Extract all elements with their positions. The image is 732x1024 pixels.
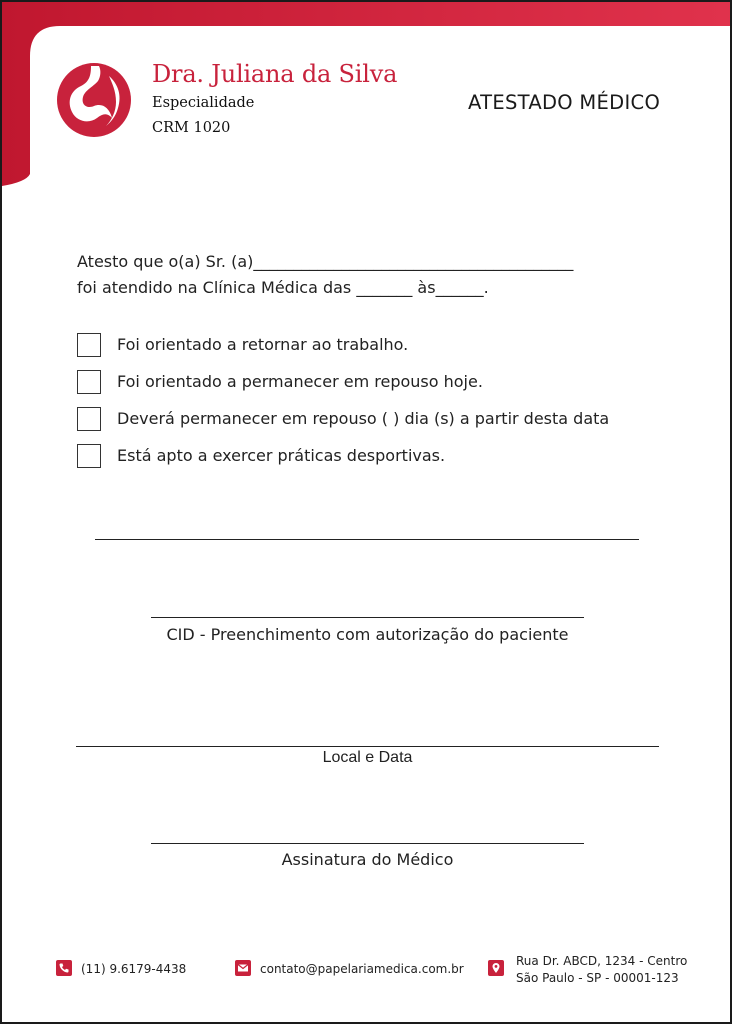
attest-line-patient: Atesto que o(a) Sr. (a)________________________________________ [77, 252, 574, 271]
attest-line-time: foi atendido na Clínica Médica das _______ às______. [77, 278, 489, 297]
option-label: Foi orientado a retornar ao trabalho. [117, 335, 409, 354]
footer-address-line2: São Paulo - SP - 00001-123 [516, 971, 679, 985]
stomach-logo-icon [54, 60, 134, 140]
option-checkbox[interactable] [77, 444, 101, 468]
mail-icon [235, 960, 251, 976]
doctor-specialty: Especialidade [152, 95, 255, 111]
notes-line[interactable] [95, 539, 639, 540]
footer-address-line1: Rua Dr. ABCD, 1234 - Centro [516, 954, 688, 968]
phone-icon [56, 960, 72, 976]
signature-line[interactable] [151, 843, 584, 844]
doctor-name: Dra. Juliana da Silva [152, 60, 398, 88]
local-date-caption: Local e Data [322, 749, 413, 766]
doctor-crm: CRM 1020 [152, 120, 231, 136]
location-pin-icon [488, 960, 504, 976]
option-label: Está apto a exercer práticas desportivas. [117, 446, 446, 465]
option-checkbox[interactable] [77, 407, 101, 431]
footer-phone: (11) 9.6179-4438 [81, 962, 187, 976]
option-label: Foi orientado a permanecer em repouso hoje. [117, 372, 483, 391]
option-checkbox[interactable] [77, 333, 101, 357]
option-label: Deverá permanecer em repouso ( ) dia (s) a partir desta data [117, 409, 610, 428]
signature-caption: Assinatura do Médico [281, 850, 454, 869]
local-date-line[interactable] [76, 746, 659, 747]
document-title: ATESTADO MÉDICO [468, 91, 661, 114]
cid-line[interactable] [151, 617, 584, 618]
footer-email: contato@papelariamedica.com.br [260, 962, 464, 976]
option-checkbox[interactable] [77, 370, 101, 394]
cid-caption: CID - Preenchimento com autorização do paciente [166, 625, 569, 644]
